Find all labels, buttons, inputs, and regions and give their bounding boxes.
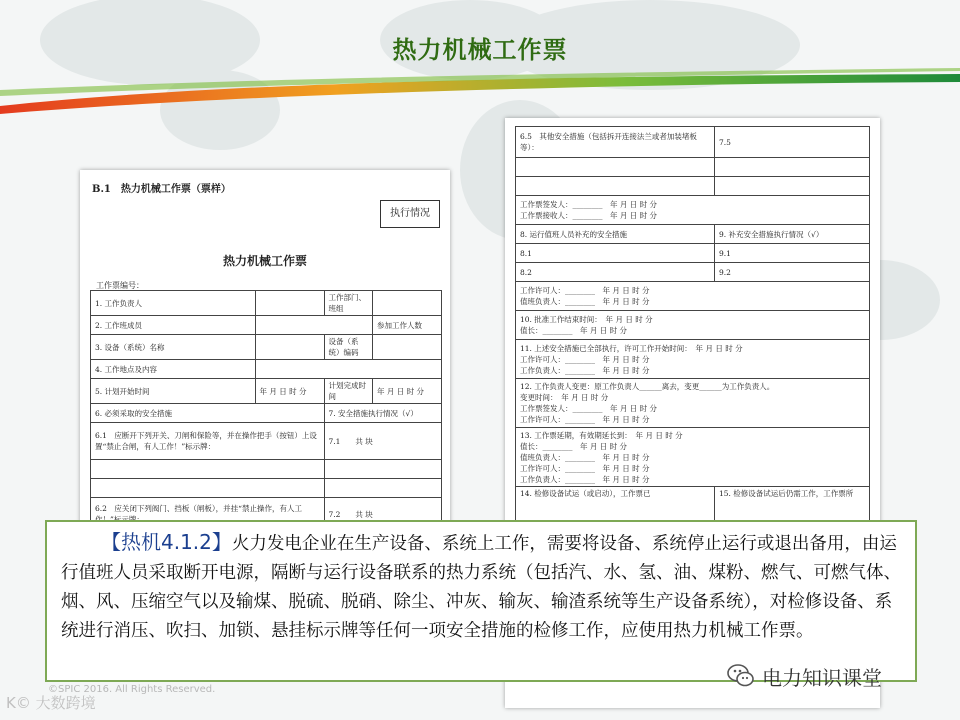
cell xyxy=(255,316,373,335)
cell: 1. 工作负责人 xyxy=(91,291,256,316)
cell: 3. 设备（系统）名称 xyxy=(91,335,256,360)
callout-paragraph xyxy=(61,528,901,646)
cell: 6.5 其他安全措施（包括拆开连接法兰或者加装堵板等）： xyxy=(516,127,715,158)
regulation-text: 火力发电企业在生产设备、系统上工作，需要将设备、系统停止运行或退出备用，由运行值班人员采取断开电源，隔断与运行设备联系的热力系统（包括汽、水、氢、油、煤粉、燃气、可燃气体、烟、风、压缩空气以及输煤、脱硫、脱硝、除尘、冲灰、输灰、输渣系统等生产设备系统），对检修设备、系统进行消压、吹扫、加锁、悬挂标示牌等任何一项安全措施的检修工作，应使用热力机械工作票。 xyxy=(61,534,901,641)
r12-line-a: 12. 工作负责人变更：原工作负责人______离去，变更______为工作负责人。 xyxy=(520,382,775,391)
cell xyxy=(91,479,325,498)
cell: 9.2 xyxy=(715,263,870,282)
duty-line: 值班负责人：________ 年 月 日 时 分 xyxy=(520,297,650,306)
copyright-text: ©SPIC 2016. All Rights Reserved. xyxy=(48,684,216,695)
r10-line-a: 10. 批准工作结束时间： 年 月 日 时 分 xyxy=(520,315,653,324)
doc-title: 热力机械工作票 xyxy=(222,254,307,268)
table-row xyxy=(516,225,870,244)
r13-line-c: 值班负责人：________ 年 月 日 时 分 xyxy=(520,452,650,462)
cell xyxy=(373,291,442,316)
permit-line: 工作许可人：________ 年 月 日 时 分 xyxy=(520,286,650,295)
table-row xyxy=(516,158,870,177)
cell: 15. 检修设备试运后仍需工作，工作票所 xyxy=(715,487,870,530)
watermark-left-text: 大数跨境 xyxy=(35,694,96,712)
table-row xyxy=(91,379,442,404)
regulation-tag: 【热机4.1.2】 xyxy=(101,530,232,554)
watermark-right-text: 电力知识课堂 xyxy=(762,665,882,690)
table-row xyxy=(516,311,870,340)
cell: 计划完成时间 xyxy=(324,379,373,404)
cell: 6.2 应关闭下列阀门、挡板（闸板），并挂“禁止操作，有人工 xyxy=(91,498,325,531)
watermark-logo-left xyxy=(6,692,96,713)
cell: 14. 检修设备试运（或启动），工作票已 xyxy=(516,487,715,530)
slide-title: 热力机械工作票 xyxy=(392,36,568,64)
cell: 6.1 应断开下列开关、刀闸和保险等，并在操作把手（按钮）上设置“禁止合闸，有人工作！”标示牌： xyxy=(91,423,325,460)
regulation-callout xyxy=(45,520,917,682)
cell: 8.1 xyxy=(516,244,715,263)
table-row xyxy=(516,196,870,225)
receiver-line: 工作票接收人：________ 年 月 日 时 分 xyxy=(520,211,658,220)
table-row xyxy=(516,177,870,196)
cell xyxy=(516,311,870,340)
cell: 年 月 日 时 分 xyxy=(373,379,442,404)
ticket-form-table xyxy=(90,290,442,550)
cell xyxy=(715,158,870,177)
cell: 7. 安全措施执行情况（√） xyxy=(324,404,442,423)
cell: 4. 工作地点及内容 xyxy=(91,360,256,379)
table-row xyxy=(516,282,870,311)
cell: 年 月 日 时 分 xyxy=(255,379,324,404)
table-row xyxy=(516,244,870,263)
signer-line: 工作票签发人：________ 年 月 日 时 分 xyxy=(520,200,658,209)
cell xyxy=(715,177,870,196)
table-row xyxy=(91,460,442,479)
table-row xyxy=(91,479,442,498)
watermark-logo-right xyxy=(726,661,882,691)
ticket-number-label: 工作票编号： xyxy=(96,281,144,290)
table-row xyxy=(91,335,442,360)
wechat-icon xyxy=(726,661,756,691)
doc-caption: B.1 热力机械工作票（票样） xyxy=(92,184,231,195)
cell: 7.2 共 块 xyxy=(324,498,442,531)
table-row xyxy=(91,291,442,316)
cell xyxy=(324,460,442,479)
r11-line-b: 工作许可人：________ 年 月 日 时 分 xyxy=(520,354,650,364)
cell xyxy=(516,428,870,487)
header-swoosh xyxy=(0,66,960,116)
cell xyxy=(516,340,870,379)
cell xyxy=(516,282,870,311)
exec-status-box: 执行情况 xyxy=(380,200,440,228)
cell xyxy=(516,379,870,428)
cell: 9.1 xyxy=(715,244,870,263)
work-ticket-page-1 xyxy=(80,170,450,530)
cell: 7.5 xyxy=(715,127,870,158)
table-row xyxy=(91,360,442,379)
cell xyxy=(255,335,324,360)
r10-line-b: 值长：________ 年 月 日 时 分 xyxy=(520,326,628,335)
table-row xyxy=(516,263,870,282)
table-row xyxy=(91,316,442,335)
cell: 5. 计划开始时间 xyxy=(91,379,256,404)
kc-logo-icon: K© xyxy=(6,694,31,712)
cell: 参加工作人数 xyxy=(373,316,442,335)
cell: 9. 补充安全措施执行情况（√） xyxy=(715,225,870,244)
cell xyxy=(373,335,442,360)
cell xyxy=(516,158,715,177)
table-row xyxy=(91,404,442,423)
r11-line-a: 11. 上述安全措施已全部执行，许可工作开始时间： 年 月 日 时 分 xyxy=(520,343,743,353)
r12-line-b: 变更时间： 年 月 日 时 分 xyxy=(520,393,609,402)
cell: 6. 必须采取的安全措施 xyxy=(91,404,325,423)
r11-line-c: 工作负责人：________ 年 月 日 时 分 xyxy=(520,365,650,375)
r13-line-d: 工作许可人：________ 年 月 日 时 分 xyxy=(520,463,650,473)
r12-line-d: 工作许可人：________ 年 月 日 时 分 xyxy=(520,415,650,424)
cell xyxy=(324,479,442,498)
cell xyxy=(516,196,870,225)
table-row xyxy=(516,379,870,428)
cell xyxy=(255,360,442,379)
table-row xyxy=(516,340,870,379)
r13-line-a: 13. 工作票延期，有效期延长到： 年 月 日 时 分 xyxy=(520,430,683,440)
table-row xyxy=(516,428,870,487)
table-row xyxy=(91,423,442,460)
cell: 工作部门、班组 xyxy=(324,291,373,316)
cell: 8. 运行值班人员补充的安全措施 xyxy=(516,225,715,244)
r13-line-e: 工作负责人：________ 年 月 日 时 分 xyxy=(520,474,650,484)
r12-line-c: 工作票签发人：________ 年 月 日 时 分 xyxy=(520,404,658,413)
r13-line-b: 值长：________ 年 月 日 时 分 xyxy=(520,441,628,451)
cell: 设备（系统）编码 xyxy=(324,335,373,360)
cell: 8.2 xyxy=(516,263,715,282)
cell xyxy=(516,177,715,196)
cell xyxy=(255,291,324,316)
ticket-form-table-2 xyxy=(515,126,870,530)
cell: 2. 工作班成员 xyxy=(91,316,256,335)
cell: 7.1 共 块 xyxy=(324,423,442,460)
cell xyxy=(91,460,325,479)
table-row xyxy=(516,127,870,158)
